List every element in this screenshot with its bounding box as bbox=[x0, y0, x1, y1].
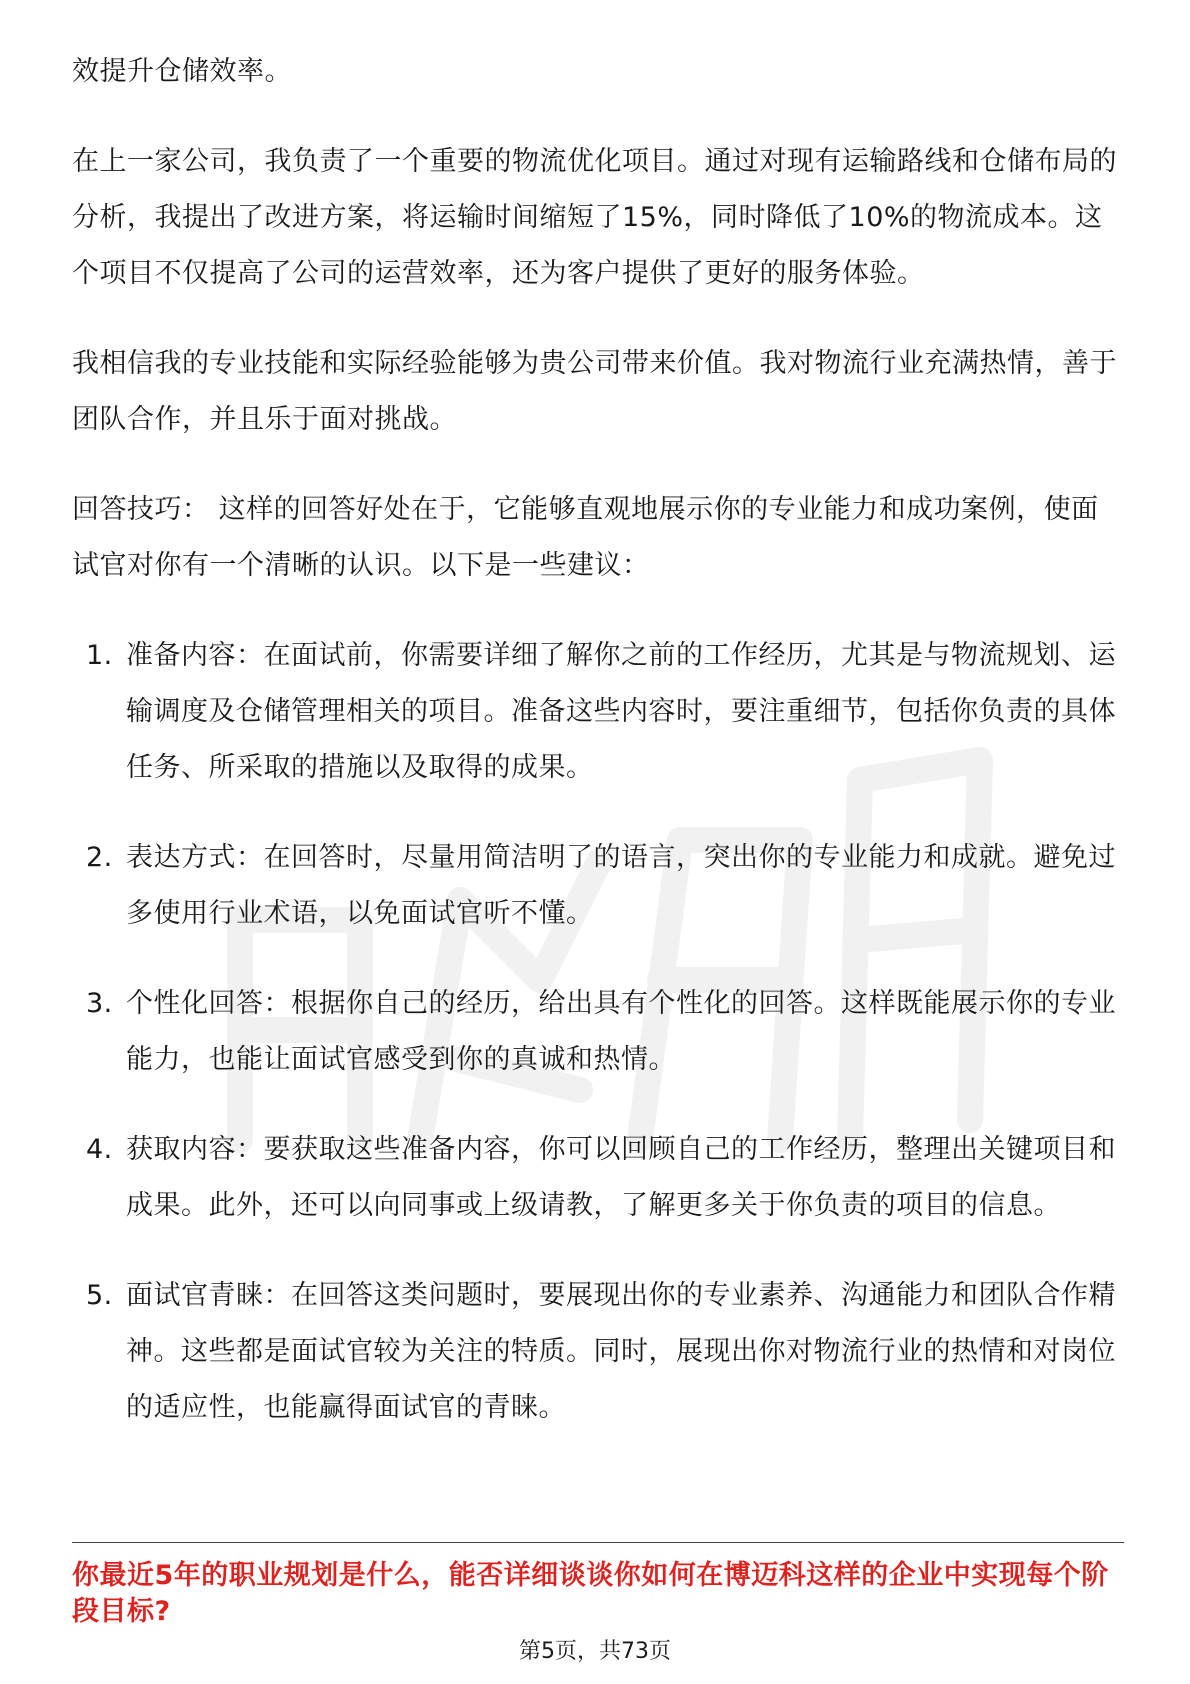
list-item bbox=[72, 628, 1122, 796]
section-divider bbox=[72, 1542, 1124, 1543]
list-text: 表达方式：在回答时，尽量用简洁明了的语言，突出你的专业能力和成就。避免过多使用行业术语，以免面试官听不懂。 bbox=[126, 842, 1116, 929]
answer-tips-intro: 回答技巧： 这样的回答好处在于，它能够直观地展示你的专业能力和成功案例，使面试官对你有一个清晰的认识。以下是一些建议： bbox=[72, 494, 1099, 581]
list-text: 获取内容：要获取这些准备内容，你可以回顾自己的工作经历，整理出关键项目和成果。此外，还可以向同事或上级请教，了解更多关于你负责的项目的信息。 bbox=[126, 1134, 1116, 1221]
list-number: 3. bbox=[86, 988, 113, 1019]
list-text: 个性化回答：根据你自己的经历，给出具有个性化的回答。这样既能展示你的专业能力，也能让面试官感受到你的真诚和热情。 bbox=[126, 988, 1116, 1075]
list-number: 4. bbox=[86, 1134, 113, 1165]
list-text: 面试官青睐：在回答这类问题时，要展现出你的专业素养、沟通能力和团队合作精神。这些都是面试官较为关注的特质。同时，展现出你对物流行业的热情和对岗位的适应性，也能赢得面试官的青睐。 bbox=[126, 1280, 1116, 1423]
list-number: 1. bbox=[86, 640, 113, 671]
next-question-heading: 你最近5年的职业规划是什么，能否详细谈谈你如何在博迈科这样的企业中实现每个阶段目标? bbox=[72, 1560, 1109, 1627]
list-item bbox=[72, 1122, 1122, 1234]
paragraph: 在上一家公司，我负责了一个重要的物流优化项目。通过对现有运输路线和仓储布局的分析，我提出了改进方案，将运输时间缩短了15%，同时降低了10%的物流成本。这个项目不仅提高了公司的运营效率，还为客户提供了更好的服务体验。 bbox=[72, 146, 1117, 289]
tips-list bbox=[72, 628, 1122, 1436]
list-item bbox=[72, 830, 1122, 942]
list-item bbox=[72, 976, 1122, 1088]
list-text: 准备内容：在面试前，你需要详细了解你之前的工作经历，尤其是与物流规划、运输调度及仓储管理相关的项目。准备这些内容时，要注重细节，包括你负责的具体任务、所采取的措施以及取得的成果。 bbox=[126, 640, 1116, 783]
paragraph: 效提升仓储效率。 bbox=[72, 56, 292, 87]
list-item bbox=[72, 1268, 1122, 1436]
paragraph: 我相信我的专业技能和实际经验能够为贵公司带来价值。我对物流行业充满热情，善于团队合作，并且乐于面对挑战。 bbox=[72, 348, 1117, 435]
main-content bbox=[72, 44, 1122, 1470]
list-number: 5. bbox=[86, 1280, 113, 1311]
page-number: 第5页，共73页 bbox=[519, 1639, 671, 1664]
list-number: 2. bbox=[86, 842, 113, 873]
